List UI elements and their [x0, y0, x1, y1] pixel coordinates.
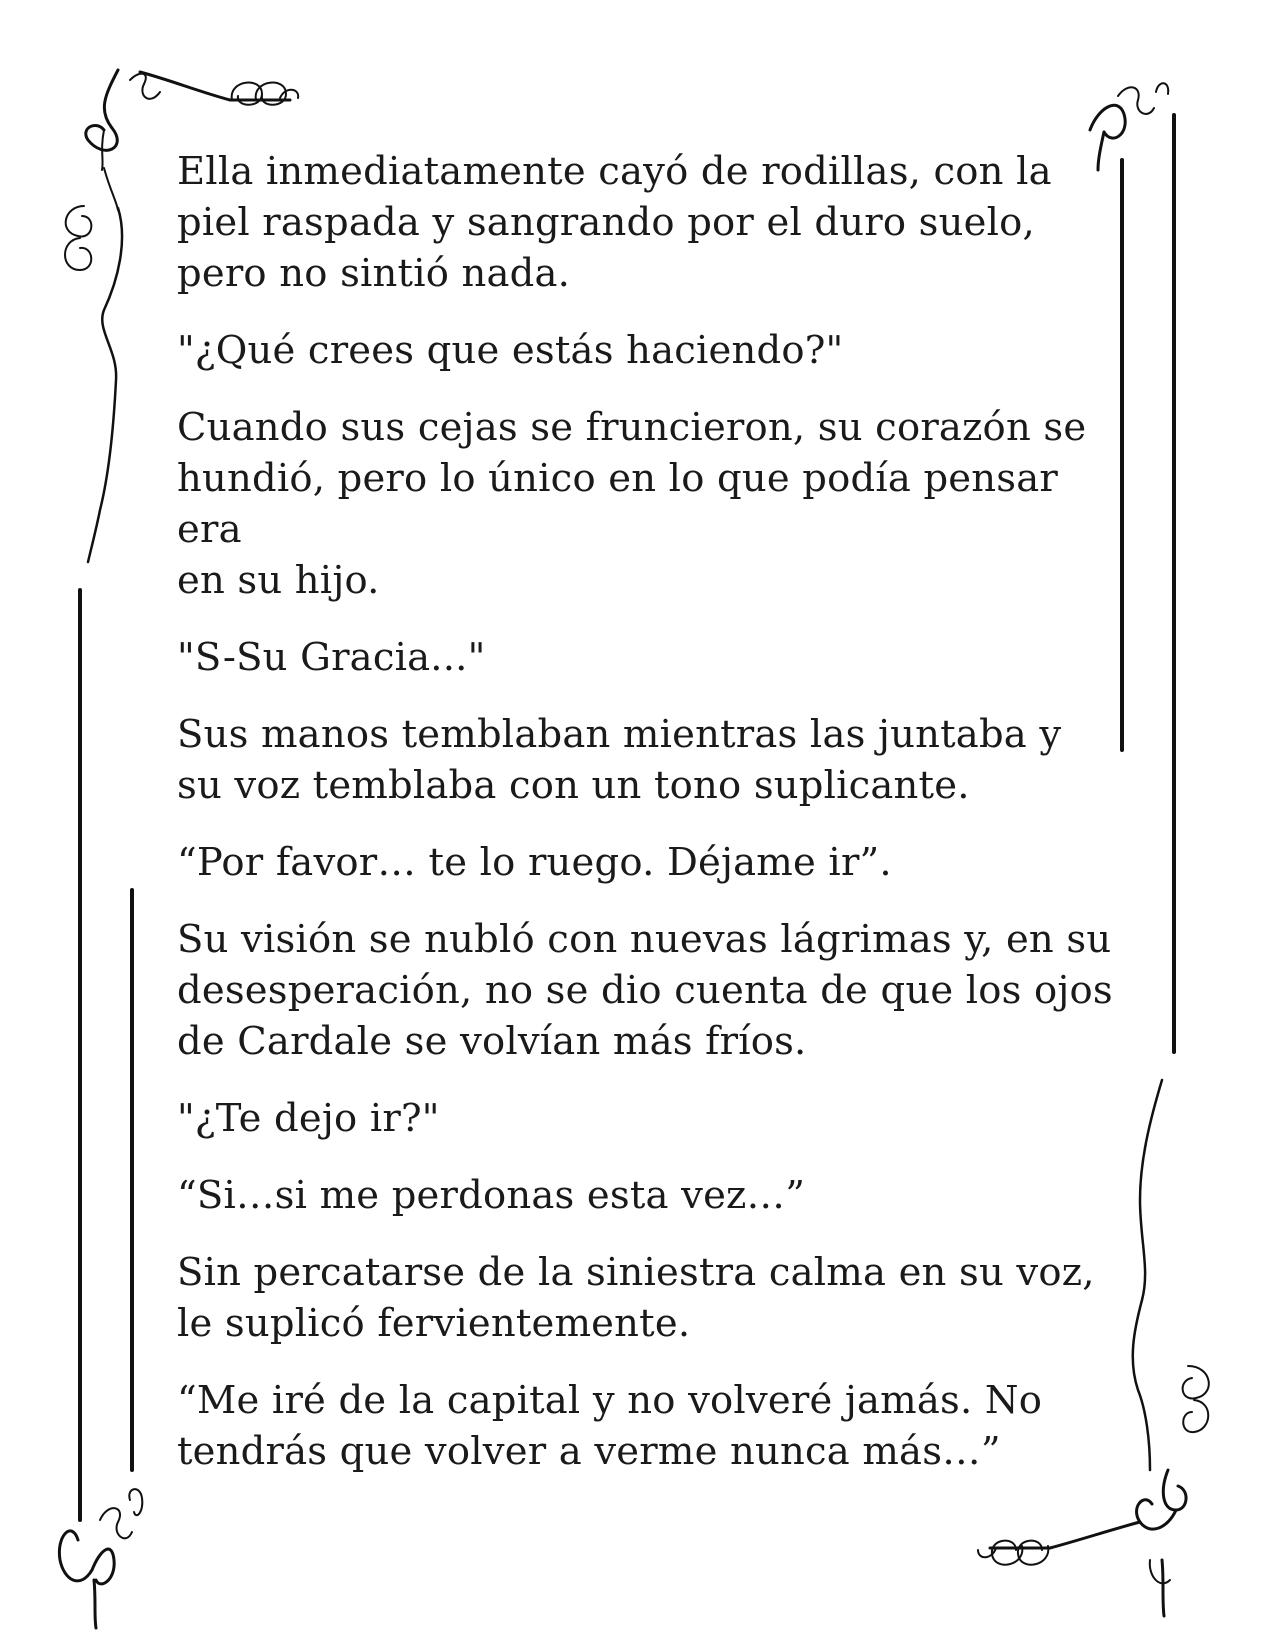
paragraph: "¿Qué crees que estás haciendo?" [177, 328, 844, 373]
paragraph: "S-Su Gracia..." [177, 635, 486, 680]
flourish-bottom-left [59, 1489, 142, 1628]
paragraph: Sus manos temblaban mientras las juntaba y su voz temblaba con un tono suplicante. [177, 712, 1062, 808]
story-text [177, 146, 1117, 1503]
border-line-left [80, 590, 132, 1520]
paragraph: Cuando sus cejas se fruncieron, su corazón se hundió, pero lo único en lo que podía pensar era en su hijo. [177, 405, 1087, 603]
paragraph: “Por favor… te lo ruego. Déjame ir”. [177, 840, 892, 885]
paragraph: "¿Te dejo ir?" [177, 1096, 440, 1141]
paragraph: Su visión se nubló con nuevas lágrimas y, en su desesperación, no se dio cuenta de que los ojos de Cardale se volvían más fríos. [177, 917, 1113, 1064]
paragraph: Ella inmediatamente cayó de rodillas, con la piel raspada y sangrando por el duro suelo, pero no sintió nada. [177, 149, 1052, 296]
paragraph: Sin percatarse de la siniestra calma en su voz, le suplicó fervientemente. [177, 1250, 1095, 1346]
paragraph: “Me iré de la capital y no volveré jamás. No tendrás que volver a verme nunca más…” [177, 1378, 1043, 1474]
border-line-right [1122, 115, 1174, 1052]
paragraph: “Si…si me perdonas esta vez…” [177, 1173, 806, 1218]
